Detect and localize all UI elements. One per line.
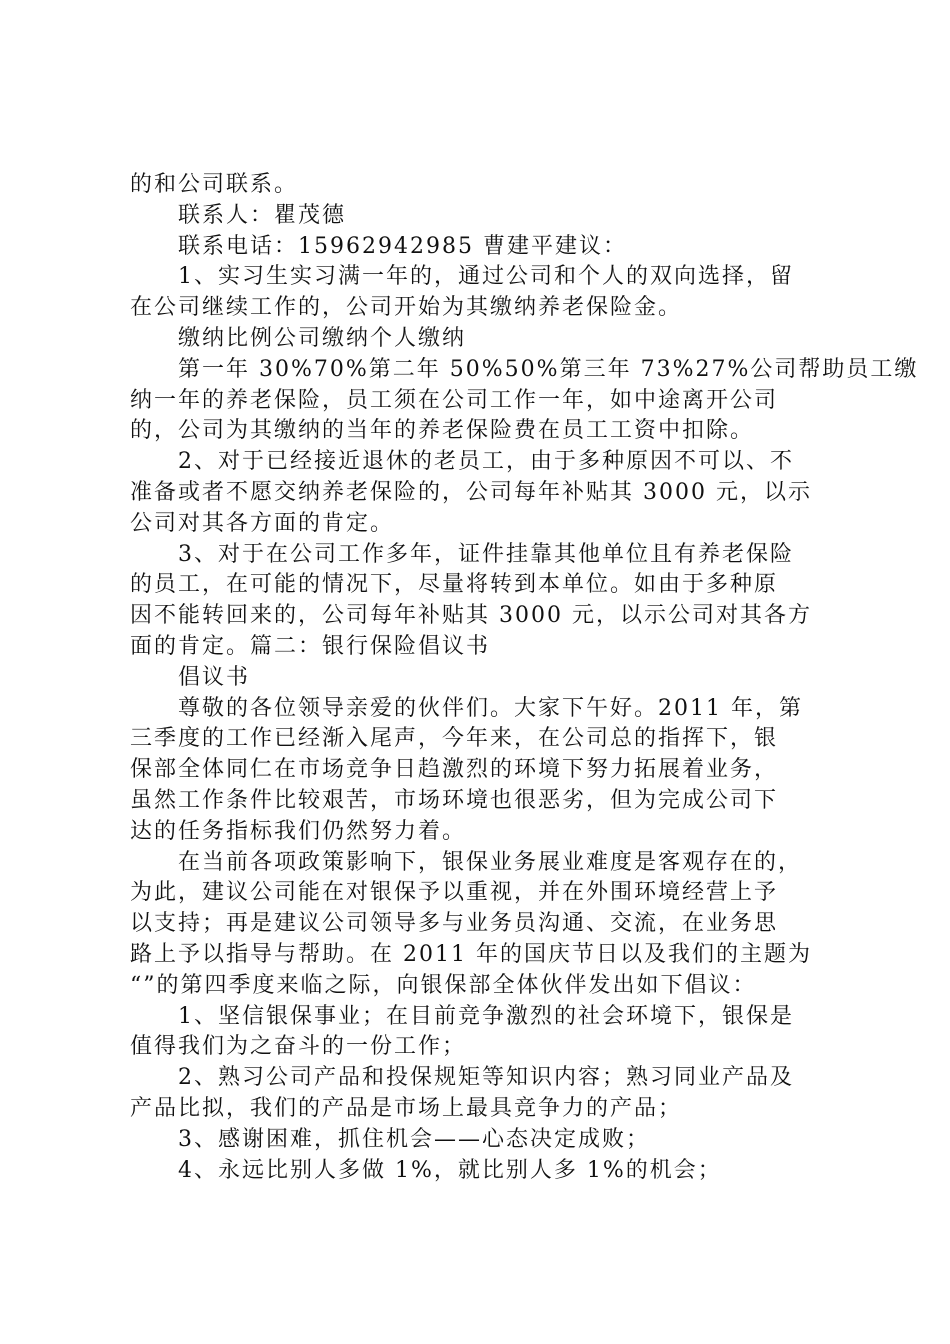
- document-body: [130, 170, 919, 1186]
- document-line: 倡议书: [178, 664, 251, 690]
- document-line: 1、坚信银保事业；在目前竞争激烈的社会环境下，银保是: [178, 1003, 794, 1029]
- document-line: 保部全体同仁在市场竞争日趋激烈的环境下努力拓展着业务，: [130, 757, 779, 783]
- document-line: 因不能转回来的，公司每年补贴其 3000 元，以示公司对其各方: [130, 603, 812, 629]
- document-line: 的，公司为其缴纳的当年的养老保险费在员工工资中扣除。: [130, 418, 755, 444]
- document-line: 纳一年的养老保险，员工须在公司工作一年，如中途离开公司: [130, 387, 779, 413]
- document-line: 4、永远比别人多做 1%，就比别人多 1%的机会；: [178, 1157, 722, 1183]
- document-line: 1、实习生实习满一年的，通过公司和个人的双向选择，留: [178, 264, 794, 290]
- document-line: 面的肯定。篇二：银行保险倡议书: [130, 633, 491, 659]
- document-line: 三季度的工作已经渐入尾声，今年来，在公司总的指挥下，银: [130, 726, 779, 752]
- document-line: 缴纳比例公司缴纳个人缴纳: [178, 325, 467, 351]
- document-line: 3、对于在公司工作多年，证件挂靠其他单位且有养老保险: [178, 541, 794, 567]
- document-line: 联系人：瞿茂德: [178, 202, 347, 228]
- document-line: 3、感谢困难，抓住机会——心态决定成败；: [178, 1126, 650, 1152]
- document-line: 2、对于已经接近退休的老员工，由于多种原因不可以、不: [178, 449, 794, 475]
- document-line: 的和公司联系。: [130, 172, 299, 197]
- document-line: 尊敬的各位领导亲爱的伙伴们。大家下午好。2011 年，第: [178, 695, 803, 721]
- document-line: 产品比拟，我们的产品是市场上最具竞争力的产品；: [130, 1095, 683, 1121]
- document-line: “”的第四季度来临之际，向银保部全体伙伴发出如下倡议：: [130, 972, 757, 998]
- document-line: 联系电话：15962942985 曹建平建议：: [178, 233, 627, 259]
- document-line: 为此，建议公司能在对银保予以重视，并在外围环境经营上予: [130, 880, 779, 906]
- document-line: 虽然工作条件比较艰苦，市场环境也很恶劣，但为完成公司下: [130, 787, 779, 813]
- document-line: 以支持；再是建议公司领导多与业务员沟通、交流，在业务思: [130, 911, 779, 937]
- document-line: 公司对其各方面的肯定。: [130, 510, 395, 536]
- document-line: 准备或者不愿交纳养老保险的，公司每年补贴其 3000 元，以示: [130, 479, 812, 505]
- document-line: 在公司继续工作的，公司开始为其缴纳养老保险金。: [130, 295, 683, 321]
- document-line: 第一年 30%70%第二年 50%50%第三年 73%27%公司帮助员工缴: [178, 356, 919, 382]
- document-line: 在当前各项政策影响下，银保业务展业难度是客观存在的，: [178, 849, 803, 875]
- document-line: 值得我们为之奋斗的一份工作；: [130, 1034, 467, 1060]
- document-line: 的员工，在可能的情况下，尽量将转到本单位。如由于多种原: [130, 572, 779, 598]
- document-line: 2、熟习公司产品和投保规矩等知识内容；熟习同业产品及: [178, 1065, 794, 1091]
- document-line: 达的任务指标我们仍然努力着。: [130, 818, 467, 844]
- document-line: 路上予以指导与帮助。在 2011 年的国庆节日以及我们的主题为: [130, 941, 812, 967]
